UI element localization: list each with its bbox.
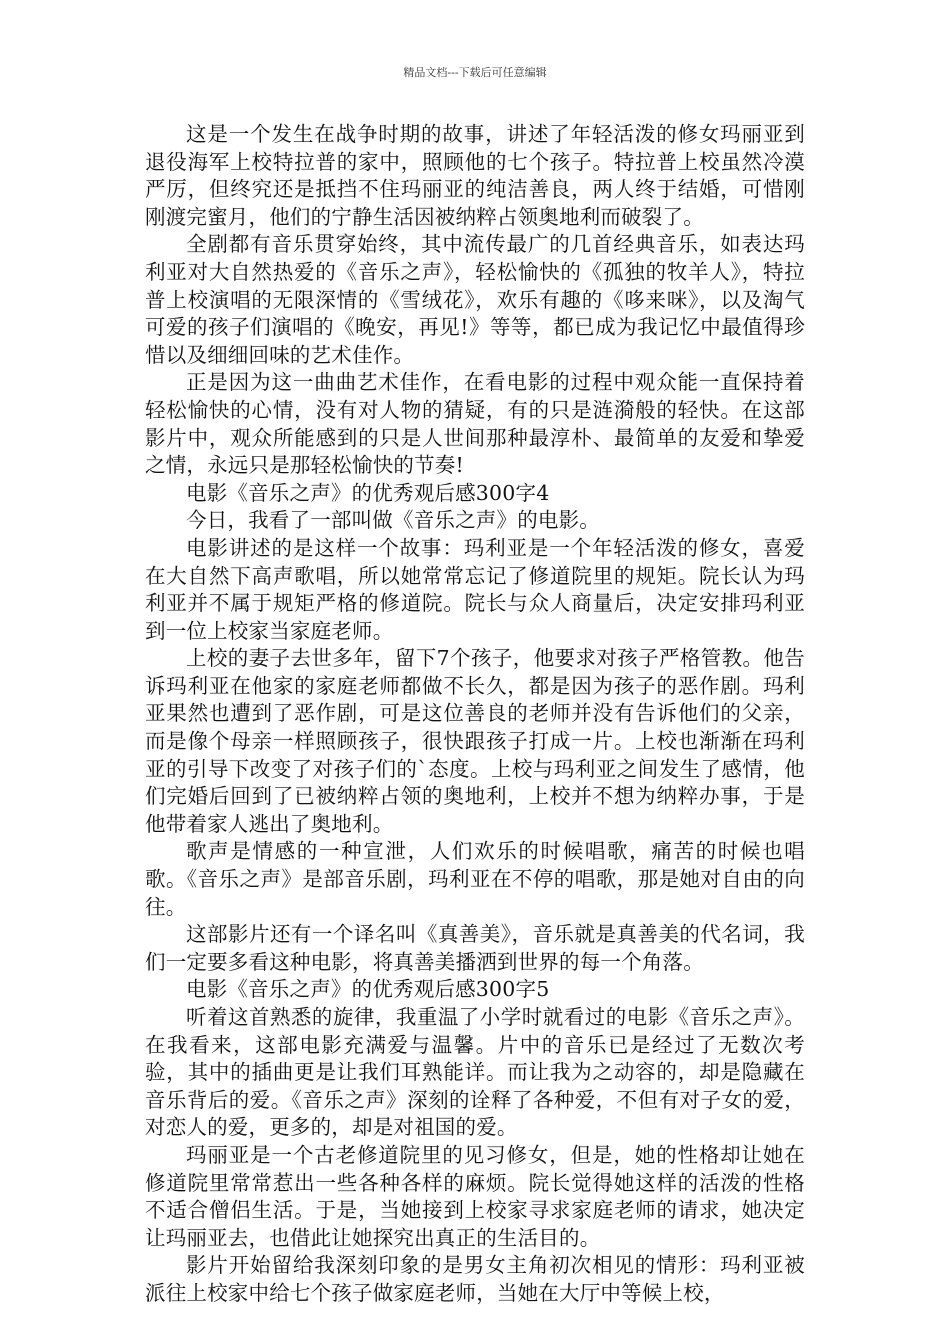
page-header: 精品文档---下载后可任意编辑 bbox=[403, 66, 547, 79]
paragraph: 正是因为这一曲曲艺术佳作，在看电影的过程中观众能一直保持着轻松愉快的心情，没有对人物的猜疑，有的只是涟漪般的轻快。在这部影片中，观众所能感到的只是人世间那种最淳朴、最简单的友爱和挚爱之情，永远只是那轻松愉快的节奏! bbox=[145, 370, 805, 478]
paragraph: 玛丽亚是一个古老修道院里的见习修女，但是，她的性格却让她在修道院里常常惹出一些各种各样的麻烦。院长觉得她这样的活泼的性格不适合僧侣生活。于是，当她接到上校家寻求家庭老师的请求，她决定让玛丽亚去，也借此让她探究出真正的生活目的。 bbox=[145, 1142, 805, 1250]
paragraph: 今日，我看了一部叫做《音乐之声》的电影。 bbox=[186, 508, 600, 533]
paragraph: 这是一个发生在战争时期的故事，讲述了年轻活泼的修女玛丽亚到退役海军上校特拉普的家中，照顾他的七个孩子。特拉普上校虽然冷漠严厉，但终究还是抵挡不住玛丽亚的纯洁善良，两人终于结婚，可惜刚刚渡完蜜月，他们的宁静生活因被纳粹占领奥地利而破裂了。 bbox=[145, 122, 805, 229]
section-heading: 电影《音乐之声》的优秀观后感300字5 bbox=[186, 977, 550, 1002]
document-body bbox=[145, 121, 805, 1308]
paragraph: 影片开始留给我深刻印象的是男女主角初次相见的情形：玛利亚被派往上校家中给七个孩子做家庭老师，当她在大厅中等候上校， bbox=[145, 1253, 805, 1305]
paragraph: 这部影片还有一个译名叫《真善美》，音乐就是真善美的代名词，我们一定要多看这种电影，将真善美播洒到世界的每一个角落。 bbox=[145, 922, 805, 974]
paragraph: 上校的妻子去世多年，留下7个孩子，他要求对孩子严格管教。他告诉玛利亚在他家的家庭老师都做不长久，都是因为孩子的恶作剧。玛利亚果然也遭到了恶作剧，可是这位善良的老师并没有告诉他们的父亲，而是像个母亲一样照顾孩子，很快跟孩子打成一片。上校也渐渐在玛利亚的引导下改变了对孩子们的`态度。上校与玛利亚之间发生了感情，他们完婚后回到了已被纳粹占领的奥地利，上校并不想为纳粹办事，于是他带着家人逃出了奥地利。 bbox=[145, 646, 805, 836]
paragraph: 听着这首熟悉的旋律，我重温了小学时就看过的电影《音乐之声》。在我看来，这部电影充满爱与温馨。片中的音乐已是经过了无数次考验，其中的插曲更是让我们耳熟能详。而让我为之动容的，却是隐藏在音乐背后的爱。《音乐之声》深刻的诠释了各种爱，不但有对子女的爱，对恋人的爱，更多的，却是对祖国的爱。 bbox=[145, 1005, 805, 1140]
paragraph: 歌声是情感的一种宣泄，人们欢乐的时候唱歌，痛苦的时候也唱歌。《音乐之声》是部音乐剧，玛利亚在不停的唱歌，那是她对自由的向往。 bbox=[145, 839, 805, 919]
paragraph: 全剧都有音乐贯穿始终，其中流传最广的几首经典音乐，如表达玛利亚对大自然热爱的《音乐之声》，轻松愉快的《孤独的牧羊人》，特拉普上校演唱的无限深情的《雪绒花》，欢乐有趣的《哆来咪》，以及淘气可爱的孩子们演唱的《晚安，再见!》等等，都已成为我记忆中最值得珍惜以及细细回味的艺术佳作。 bbox=[145, 232, 805, 367]
paragraph: 电影讲述的是这样一个故事：玛利亚是一个年轻活泼的修女，喜爱在大自然下高声歌唱，所以她常常忘记了修道院里的规矩。院长认为玛利亚并不属于规矩严格的修道院。院长与众人商量后，决定安排玛利亚到一位上校家当家庭老师。 bbox=[145, 535, 805, 643]
section-heading: 电影《音乐之声》的优秀观后感300字4 bbox=[186, 480, 550, 505]
